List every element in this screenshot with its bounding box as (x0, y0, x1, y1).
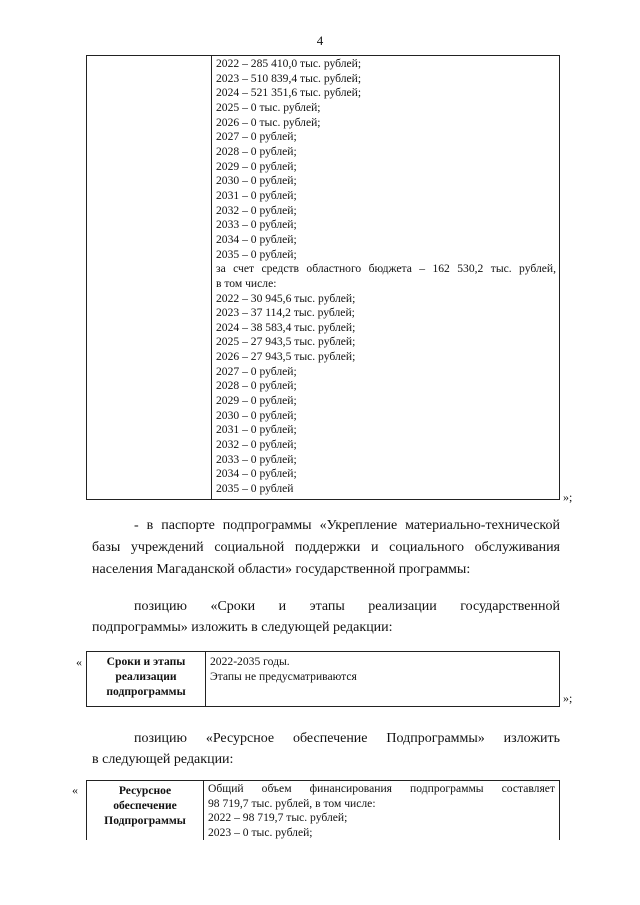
year-amount-line: 2032 – 0 рублей; (216, 438, 297, 452)
year-amount-line: 2029 – 0 рублей; (216, 159, 297, 173)
table-column-divider (203, 781, 204, 840)
year-amount-line: 2031 – 0 рублей; (216, 423, 297, 437)
year-amount-line: 2030 – 0 рублей; (216, 174, 297, 188)
paragraph-line: подпрограммы» изложить в следующей редакции: (92, 620, 393, 635)
federal-year-list (216, 57, 556, 262)
value-line: 2022-2035 годы. (210, 655, 290, 668)
year-amount-line: 2028 – 0 рублей; (216, 144, 297, 158)
year-amount-line: 2034 – 0 рублей; (216, 467, 297, 481)
year-amount-line: 2022 – 285 410,0 тыс. рублей; (216, 57, 362, 70)
resource-label (87, 783, 203, 828)
year-amount-line: 2034 – 0 рублей; (216, 232, 297, 246)
year-amount-line: 2026 – 27 943,5 тыс. рублей; (216, 350, 356, 364)
year-amount-line: 2032 – 0 рублей; (216, 203, 297, 217)
paragraph-line: - в паспорте подпрограммы «Укрепление материально-технической (134, 518, 560, 533)
opening-quote: « (72, 783, 78, 797)
year-amount-line: 2025 – 0 тыс. рублей; (216, 100, 321, 114)
paragraph-line: населения Магаданской области» государственной программы: (92, 562, 471, 577)
year-amount-line: 2033 – 0 рублей; (216, 452, 297, 466)
paragraph-terms-position (92, 598, 560, 637)
paragraph-line: в следующей редакции: (92, 752, 234, 767)
terms-label (87, 654, 205, 699)
table-column-divider (205, 652, 206, 706)
label-line: Сроки и этапы (106, 655, 186, 668)
terms-value (210, 654, 555, 684)
regional-budget-line: за счет средств областного бюджета – 162 530,2 тыс. рублей, (216, 262, 556, 276)
funding-cell (216, 57, 556, 497)
value-line: 2022 – 98 719,7 тыс. рублей; (208, 811, 348, 825)
year-amount-line: 2029 – 0 рублей; (216, 394, 297, 408)
value-line: 98 719,7 тыс. рублей, в том числе: (208, 796, 376, 810)
year-amount-line: 2022 – 30 945,6 тыс. рублей; (216, 291, 356, 305)
value-line: 2023 – 0 тыс. рублей; (208, 825, 313, 839)
year-amount-line: 2033 – 0 рублей; (216, 218, 297, 232)
year-amount-line: 2024 – 521 351,6 тыс. рублей; (216, 86, 362, 100)
paragraph-resource-position (92, 730, 560, 769)
table-column-divider (211, 56, 212, 499)
year-amount-line: 2027 – 0 рублей; (216, 364, 297, 378)
paragraph-subprogram-passport (92, 517, 560, 579)
label-line: Ресурсное (118, 784, 172, 797)
paragraph-line: позицию «Ресурсное обеспечение Подпрограммы» изложить (134, 731, 560, 746)
funding-table (86, 55, 560, 500)
terms-table (86, 651, 560, 707)
value-line: Общий объем финансирования подпрограммы составляет (208, 782, 555, 795)
resource-value (208, 782, 555, 840)
resource-table (86, 780, 560, 840)
year-amount-line: 2035 – 0 рублей (216, 482, 294, 496)
regional-year-list (216, 292, 556, 497)
year-amount-line: 2025 – 27 943,5 тыс. рублей; (216, 335, 356, 349)
paragraph-line: базы учреждений социальной поддержки и социального обслуживания (92, 540, 560, 555)
year-amount-line: 2024 – 38 583,4 тыс. рублей; (216, 320, 356, 334)
label-line: Подпрограммы (104, 814, 186, 827)
year-amount-line: 2026 – 0 тыс. рублей; (216, 115, 321, 129)
year-amount-line: 2023 – 37 114,2 тыс. рублей; (216, 306, 355, 320)
closing-quote: »; (563, 490, 573, 504)
year-amount-line: 2023 – 510 839,4 тыс. рублей; (216, 71, 362, 85)
closing-quote: »; (563, 691, 573, 705)
year-amount-line: 2028 – 0 рублей; (216, 379, 297, 393)
regional-budget-subline: в том числе: (216, 276, 277, 290)
page-number: 4 (316, 33, 324, 48)
year-amount-line: 2031 – 0 рублей; (216, 188, 297, 202)
opening-quote: « (76, 655, 82, 669)
label-line: обеспечение (113, 799, 177, 812)
label-line: подпрограммы (106, 685, 186, 698)
paragraph-line: позицию «Сроки и этапы реализации государственной (134, 599, 560, 614)
year-amount-line: 2030 – 0 рублей; (216, 408, 297, 422)
value-line: Этапы не предусматриваются (210, 670, 357, 683)
year-amount-line: 2027 – 0 рублей; (216, 130, 297, 144)
year-amount-line: 2035 – 0 рублей; (216, 247, 297, 261)
label-line: реализации (115, 670, 177, 683)
